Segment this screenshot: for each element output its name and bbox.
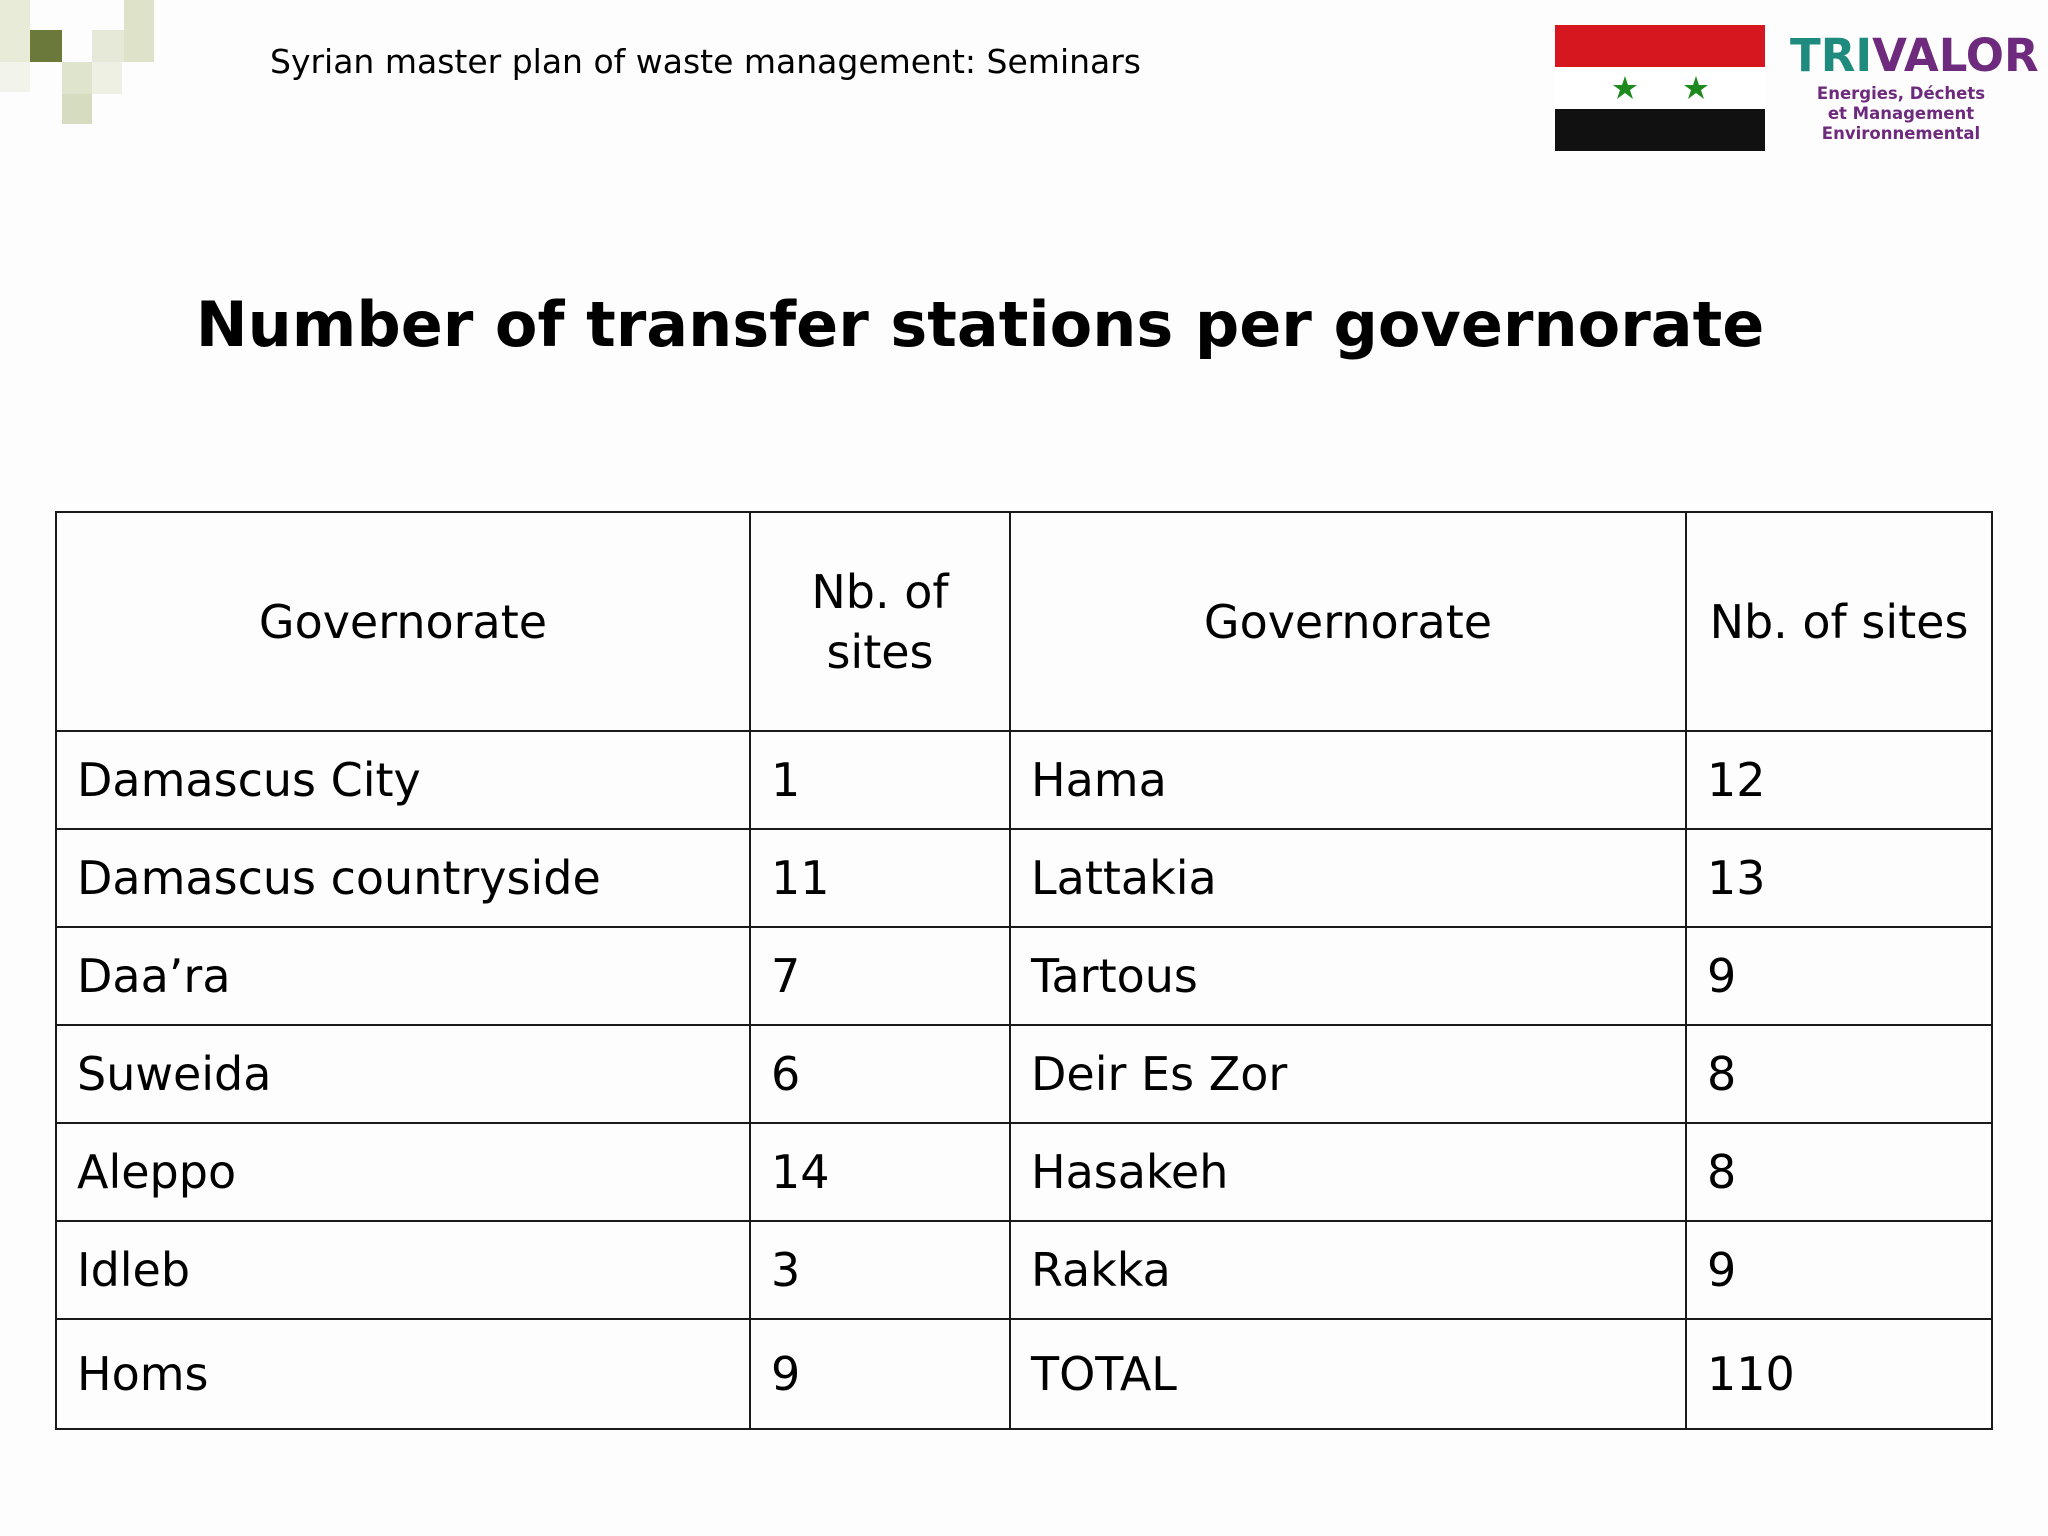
sites-cell: 14 — [750, 1123, 1010, 1221]
column-header-sites-right: Nb. of sites — [1686, 512, 1992, 731]
sites-cell: 6 — [750, 1025, 1010, 1123]
table-row — [56, 1221, 1992, 1319]
total-label-cell: TOTAL — [1010, 1319, 1686, 1429]
governorate-cell: Hama — [1010, 731, 1686, 829]
sites-cell: 12 — [1686, 731, 1992, 829]
sites-cell: 1 — [750, 731, 1010, 829]
governorate-cell: Lattakia — [1010, 829, 1686, 927]
logo-subtitle-line-1: Energies, Déchets — [1816, 84, 1986, 103]
column-header-sites-left-label: Nb. of sites — [811, 564, 949, 679]
governorate-cell: Damascus City — [56, 731, 750, 829]
logo-subtitle-line-2: et Management — [1827, 104, 1975, 123]
sites-cell: 9 — [750, 1319, 1010, 1429]
table-row — [56, 927, 1992, 1025]
table-row — [56, 1319, 1992, 1429]
governorate-cell: Suweida — [56, 1025, 750, 1123]
sites-cell: 8 — [1686, 1025, 1992, 1123]
column-header-governorate-left: Governorate — [56, 512, 750, 731]
governorate-cell: Hasakeh — [1010, 1123, 1686, 1221]
header-title: Syrian master plan of waste management: Seminars — [270, 42, 1142, 81]
logo-wordmark — [1790, 28, 2039, 84]
logo-subtitle-line-3: Environnemental — [1821, 124, 1981, 143]
governorate-cell: Tartous — [1010, 927, 1686, 1025]
total-value-cell: 110 — [1686, 1319, 1992, 1429]
logo-word-tri: TRI — [1790, 29, 1873, 82]
sites-cell: 13 — [1686, 829, 1992, 927]
corner-decoration — [0, 0, 160, 125]
column-header-sites-left — [750, 512, 1010, 731]
table-row — [56, 1025, 1992, 1123]
table-row — [56, 1123, 1992, 1221]
syria-flag-icon — [1555, 25, 1765, 151]
sites-cell: 11 — [750, 829, 1010, 927]
governorate-cell: Aleppo — [56, 1123, 750, 1221]
governorate-cell: Daa’ra — [56, 927, 750, 1025]
logo-word-valor: VALOR — [1872, 29, 2039, 82]
sites-cell: 7 — [750, 927, 1010, 1025]
governorate-cell: Damascus countryside — [56, 829, 750, 927]
governorate-cell: Idleb — [56, 1221, 750, 1319]
table-row — [56, 731, 1992, 829]
sites-cell: 9 — [1686, 1221, 1992, 1319]
column-header-governorate-right: Governorate — [1010, 512, 1686, 731]
trivalor-logo — [1790, 28, 2039, 144]
transfer-stations-table — [55, 511, 1993, 1430]
governorate-cell: Deir Es Zor — [1010, 1025, 1686, 1123]
sites-cell: 8 — [1686, 1123, 1992, 1221]
governorate-cell: Homs — [56, 1319, 750, 1429]
table-header-row — [56, 512, 1992, 731]
table-row — [56, 829, 1992, 927]
governorate-cell: Rakka — [1010, 1221, 1686, 1319]
sites-cell: 3 — [750, 1221, 1010, 1319]
slide-title: Number of transfer stations per governorate — [195, 288, 1765, 361]
sites-cell: 9 — [1686, 927, 1992, 1025]
